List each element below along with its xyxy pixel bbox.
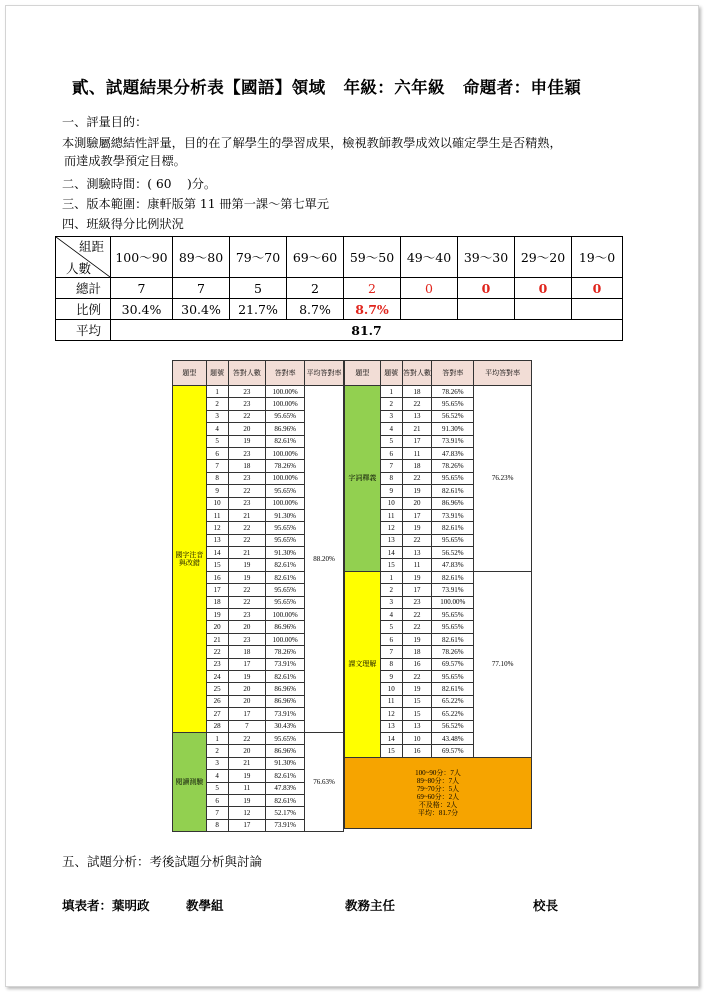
correct-rate-cell: 82.61% — [266, 571, 305, 583]
correct-count-cell: 21 — [228, 547, 266, 559]
question-number-cell: 11 — [380, 695, 402, 707]
correct-rate-cell: 78.26% — [432, 386, 474, 398]
correct-count-cell: 20 — [228, 695, 266, 707]
ratio-cell: 8.7% — [344, 299, 401, 320]
header-cell: 答對人數 — [402, 361, 432, 386]
correct-rate-cell: 30.43% — [266, 720, 305, 732]
correct-rate-cell: 56.52% — [432, 547, 474, 559]
score-table — [55, 236, 623, 341]
analysis-row — [173, 732, 344, 744]
header-cell: 答對率 — [432, 361, 474, 386]
correct-rate-cell: 95.65% — [432, 398, 474, 410]
average-rate-cell: 88.20% — [305, 386, 344, 733]
question-number-cell: 3 — [206, 410, 228, 422]
correct-rate-cell: 100.00% — [266, 447, 305, 459]
question-number-cell: 20 — [206, 621, 228, 633]
director-label: 教務主任 — [345, 898, 396, 913]
correct-count-cell: 23 — [228, 609, 266, 621]
correct-rate-cell: 100.00% — [432, 596, 474, 608]
correct-rate-cell: 86.96% — [266, 423, 305, 435]
question-number-cell: 12 — [380, 522, 402, 534]
correct-count-cell: 19 — [228, 435, 266, 447]
correct-count-cell: 20 — [228, 423, 266, 435]
correct-count-cell: 19 — [228, 770, 266, 782]
correct-rate-cell: 73.91% — [266, 819, 305, 831]
summary-row — [345, 757, 532, 828]
correct-rate-cell: 95.65% — [432, 534, 474, 546]
question-number-cell: 2 — [380, 398, 402, 410]
question-number-cell: 14 — [380, 547, 402, 559]
question-number-cell: 7 — [206, 807, 228, 819]
average-rate-cell: 76.23% — [474, 386, 532, 572]
ratio-heading: 四、班級得分比例狀況 — [62, 217, 184, 231]
question-number-cell: 17 — [206, 584, 228, 596]
correct-rate-cell: 82.61% — [432, 485, 474, 497]
correct-count-cell: 15 — [402, 708, 432, 720]
correct-count-cell: 21 — [228, 509, 266, 521]
ratio-cell — [401, 299, 458, 320]
question-number-cell: 2 — [206, 398, 228, 410]
correct-count-cell: 18 — [402, 386, 432, 398]
correct-rate-cell: 91.30% — [266, 757, 305, 769]
question-number-cell: 11 — [206, 509, 228, 521]
total-label: 總計 — [56, 278, 111, 299]
correct-rate-cell: 95.65% — [266, 732, 305, 744]
correct-count-cell: 16 — [402, 745, 432, 757]
correct-rate-cell: 82.61% — [266, 770, 305, 782]
correct-count-cell: 20 — [228, 683, 266, 695]
correct-rate-cell: 95.65% — [432, 670, 474, 682]
correct-count-cell: 19 — [402, 683, 432, 695]
correct-count-cell: 19 — [228, 794, 266, 806]
correct-count-cell: 12 — [228, 807, 266, 819]
correct-count-cell: 22 — [402, 609, 432, 621]
question-number-cell: 5 — [380, 621, 402, 633]
category-cell: 課文理解 — [345, 571, 381, 757]
title-main: 貳、試題結果分析表【國語】領域 — [72, 78, 326, 97]
question-number-cell: 10 — [206, 497, 228, 509]
correct-rate-cell: 86.96% — [432, 497, 474, 509]
correct-rate-cell: 95.65% — [266, 485, 305, 497]
correct-rate-cell: 95.65% — [266, 596, 305, 608]
test-time — [62, 176, 216, 192]
title-author: 命題者：申佳穎 — [462, 78, 582, 97]
corner-cell — [56, 237, 111, 278]
correct-count-cell: 11 — [228, 782, 266, 794]
correct-count-cell: 22 — [228, 534, 266, 546]
correct-count-cell: 7 — [228, 720, 266, 732]
range-cell: 59～50 — [344, 237, 401, 278]
summary-line: 69~60分：2人 — [416, 792, 460, 801]
correct-rate-cell: 95.65% — [266, 534, 305, 546]
question-number-cell: 6 — [206, 447, 228, 459]
category-cell: 字詞釋義 — [345, 386, 381, 572]
correct-count-cell: 22 — [228, 410, 266, 422]
correct-rate-cell: 100.00% — [266, 609, 305, 621]
question-number-cell: 1 — [380, 571, 402, 583]
header-cell: 題號 — [380, 361, 402, 386]
average-value: 81.7 — [111, 320, 623, 341]
question-number-cell: 3 — [380, 596, 402, 608]
correct-count-cell: 19 — [402, 633, 432, 645]
question-number-cell: 11 — [380, 509, 402, 521]
header-cell: 題型 — [345, 361, 381, 386]
correct-count-cell: 17 — [402, 584, 432, 596]
correct-count-cell: 22 — [402, 534, 432, 546]
correct-rate-cell: 52.17% — [266, 807, 305, 819]
analysis-header-row — [345, 361, 532, 386]
correct-rate-cell: 69.57% — [432, 658, 474, 670]
question-number-cell: 1 — [206, 732, 228, 744]
correct-count-cell: 21 — [402, 423, 432, 435]
correct-count-cell: 22 — [228, 584, 266, 596]
question-number-cell: 15 — [206, 559, 228, 571]
total-cell: 2 — [344, 278, 401, 299]
correct-count-cell: 16 — [402, 658, 432, 670]
correct-rate-cell: 100.00% — [266, 386, 305, 398]
correct-rate-cell: 47.83% — [432, 559, 474, 571]
correct-count-cell: 22 — [402, 621, 432, 633]
correct-count-cell: 22 — [228, 485, 266, 497]
header-cell: 題型 — [173, 361, 207, 386]
correct-count-cell: 23 — [228, 497, 266, 509]
correct-count-cell: 18 — [402, 460, 432, 472]
question-number-cell: 10 — [380, 497, 402, 509]
header-cell: 答對率 — [266, 361, 305, 386]
correct-count-cell: 22 — [228, 596, 266, 608]
correct-count-cell: 22 — [228, 522, 266, 534]
question-number-cell: 4 — [380, 609, 402, 621]
question-number-cell: 4 — [380, 423, 402, 435]
teaching-label: 教學組 — [186, 898, 224, 913]
correct-rate-cell: 73.91% — [432, 584, 474, 596]
question-number-cell: 9 — [206, 485, 228, 497]
correct-count-cell: 19 — [402, 485, 432, 497]
question-number-cell: 12 — [206, 522, 228, 534]
summary-line: 89~80分：7人 — [416, 776, 460, 785]
correct-count-cell: 17 — [228, 819, 266, 831]
correct-rate-cell: 95.65% — [266, 410, 305, 422]
correct-rate-cell: 86.96% — [266, 621, 305, 633]
header-cell: 答對人數 — [228, 361, 266, 386]
correct-count-cell: 22 — [402, 398, 432, 410]
correct-rate-cell: 86.96% — [266, 695, 305, 707]
question-number-cell: 9 — [380, 485, 402, 497]
version-scope: 三、版本範圍：康軒版第 11 冊第一課～第七單元 — [62, 197, 330, 211]
corner-top: 組距 — [78, 239, 104, 254]
question-number-cell: 28 — [206, 720, 228, 732]
question-number-cell: 5 — [380, 435, 402, 447]
ratio-cell: 30.4% — [111, 299, 173, 320]
question-number-cell: 14 — [380, 732, 402, 744]
question-number-cell: 12 — [380, 708, 402, 720]
correct-rate-cell: 95.65% — [266, 584, 305, 596]
correct-count-cell: 17 — [402, 435, 432, 447]
correct-rate-cell: 73.91% — [266, 708, 305, 720]
analysis-row — [345, 571, 532, 583]
correct-rate-cell: 95.65% — [432, 609, 474, 621]
correct-rate-cell: 82.61% — [432, 683, 474, 695]
correct-rate-cell: 82.61% — [432, 571, 474, 583]
question-number-cell: 4 — [206, 423, 228, 435]
question-number-cell: 3 — [206, 757, 228, 769]
question-number-cell: 22 — [206, 646, 228, 658]
range-cell: 49～40 — [401, 237, 458, 278]
summary-line: 不及格：2人 — [418, 800, 458, 809]
correct-rate-cell: 82.61% — [266, 435, 305, 447]
correct-rate-cell: 43.48% — [432, 732, 474, 744]
average-rate-cell: 76.63% — [305, 732, 344, 831]
ratio-cell — [515, 299, 572, 320]
correct-count-cell: 23 — [228, 398, 266, 410]
question-number-cell: 4 — [206, 770, 228, 782]
correct-rate-cell: 47.83% — [432, 447, 474, 459]
correct-rate-cell: 69.57% — [432, 745, 474, 757]
question-number-cell: 6 — [206, 794, 228, 806]
question-number-cell: 27 — [206, 708, 228, 720]
question-number-cell: 7 — [380, 460, 402, 472]
correct-rate-cell: 100.00% — [266, 398, 305, 410]
summary-line: 100~90分：7人 — [415, 768, 461, 777]
correct-count-cell: 18 — [228, 646, 266, 658]
correct-rate-cell: 78.26% — [432, 646, 474, 658]
purpose-heading: 一、評量目的： — [62, 115, 148, 129]
correct-count-cell: 23 — [228, 472, 266, 484]
correct-count-cell: 13 — [402, 720, 432, 732]
question-number-cell: 8 — [206, 819, 228, 831]
question-number-cell: 1 — [206, 386, 228, 398]
ratio-label: 比例 — [56, 299, 111, 320]
correct-count-cell: 17 — [228, 708, 266, 720]
category-cell: 國字注音與改錯 — [173, 386, 207, 733]
total-cell: 0 — [515, 278, 572, 299]
header-cell: 平均答對率 — [305, 361, 344, 386]
correct-rate-cell: 56.52% — [432, 720, 474, 732]
total-cell: 7 — [111, 278, 173, 299]
correct-count-cell: 10 — [402, 732, 432, 744]
ratio-cell — [572, 299, 623, 320]
correct-count-cell: 21 — [228, 757, 266, 769]
question-number-cell: 6 — [380, 633, 402, 645]
page-title — [72, 74, 581, 98]
purpose-line-1: 本測驗屬總結性評量，目的在了解學生的學習成果，檢視教師教學成效以確定學生是否精熟， — [62, 136, 562, 150]
range-cell: 19～0 — [572, 237, 623, 278]
correct-rate-cell: 73.91% — [266, 658, 305, 670]
correct-count-cell: 13 — [402, 547, 432, 559]
correct-count-cell: 15 — [402, 695, 432, 707]
purpose-line-2: 而達成教學預定目標。 — [64, 154, 186, 168]
correct-count-cell: 18 — [228, 460, 266, 472]
summary-line: 平均：81.7分 — [417, 808, 459, 817]
correct-count-cell: 22 — [402, 670, 432, 682]
correct-rate-cell: 82.61% — [266, 670, 305, 682]
question-number-cell: 3 — [380, 410, 402, 422]
question-number-cell: 6 — [380, 447, 402, 459]
correct-count-cell: 18 — [402, 646, 432, 658]
question-number-cell: 13 — [380, 534, 402, 546]
analysis-table-left — [172, 360, 344, 832]
correct-count-cell: 13 — [402, 410, 432, 422]
correct-count-cell: 23 — [402, 596, 432, 608]
question-number-cell: 10 — [380, 683, 402, 695]
correct-count-cell: 19 — [228, 571, 266, 583]
average-label: 平均 — [56, 320, 111, 341]
header-cell: 平均答對率 — [474, 361, 532, 386]
analysis-header-row — [173, 361, 344, 386]
correct-rate-cell: 95.65% — [432, 472, 474, 484]
correct-count-cell: 11 — [402, 447, 432, 459]
correct-rate-cell: 100.00% — [266, 633, 305, 645]
average-rate-cell: 77.10% — [474, 571, 532, 757]
question-number-cell: 8 — [380, 472, 402, 484]
title-grade: 年級：六年級 — [343, 78, 445, 97]
correct-count-cell: 22 — [228, 732, 266, 744]
question-number-cell: 25 — [206, 683, 228, 695]
ratio-cell: 30.4% — [173, 299, 230, 320]
ratio-row — [56, 299, 623, 320]
question-number-cell: 13 — [380, 720, 402, 732]
analysis-row — [345, 386, 532, 398]
correct-count-cell: 19 — [228, 559, 266, 571]
ratio-cell: 21.7% — [230, 299, 287, 320]
score-header-row — [56, 237, 623, 278]
range-cell: 29～20 — [515, 237, 572, 278]
correct-count-cell: 19 — [402, 571, 432, 583]
total-cell: 0 — [572, 278, 623, 299]
correct-rate-cell: 78.26% — [432, 460, 474, 472]
range-cell: 100～90 — [111, 237, 173, 278]
correct-count-cell: 17 — [402, 509, 432, 521]
summary-box — [345, 757, 532, 828]
correct-rate-cell: 86.96% — [266, 745, 305, 757]
total-cell: 7 — [173, 278, 230, 299]
correct-rate-cell: 91.30% — [266, 547, 305, 559]
category-cell: 閱讀測驗 — [173, 732, 207, 831]
question-number-cell: 24 — [206, 670, 228, 682]
correct-rate-cell: 65.22% — [432, 695, 474, 707]
time-suffix: )分。 — [186, 177, 217, 191]
correct-rate-cell: 95.65% — [432, 621, 474, 633]
question-number-cell: 8 — [206, 472, 228, 484]
correct-rate-cell: 82.61% — [266, 559, 305, 571]
corner-bottom: 人數 — [66, 261, 92, 276]
correct-count-cell: 23 — [228, 633, 266, 645]
correct-rate-cell: 73.91% — [432, 435, 474, 447]
principal-label: 校長 — [533, 898, 559, 913]
correct-count-cell: 17 — [228, 658, 266, 670]
header-cell: 題號 — [206, 361, 228, 386]
correct-count-cell: 20 — [228, 621, 266, 633]
question-number-cell: 15 — [380, 559, 402, 571]
question-number-cell: 23 — [206, 658, 228, 670]
question-number-cell: 1 — [380, 386, 402, 398]
question-number-cell: 5 — [206, 782, 228, 794]
summary-line: 79~70分：5人 — [416, 784, 460, 793]
average-row — [56, 320, 623, 341]
correct-count-cell: 19 — [228, 670, 266, 682]
correct-rate-cell: 100.00% — [266, 472, 305, 484]
analysis-row — [173, 386, 344, 398]
question-number-cell: 5 — [206, 435, 228, 447]
question-number-cell: 26 — [206, 695, 228, 707]
correct-rate-cell: 82.61% — [432, 522, 474, 534]
question-number-cell: 14 — [206, 547, 228, 559]
time-prefix: 二、測驗時間：( — [62, 177, 153, 191]
ratio-cell — [458, 299, 515, 320]
correct-count-cell: 23 — [228, 386, 266, 398]
range-cell: 39～30 — [458, 237, 515, 278]
total-cell: 0 — [401, 278, 458, 299]
total-cell: 2 — [287, 278, 344, 299]
question-number-cell: 9 — [380, 670, 402, 682]
correct-rate-cell: 78.26% — [266, 460, 305, 472]
question-number-cell: 16 — [206, 571, 228, 583]
correct-rate-cell: 82.61% — [266, 794, 305, 806]
question-number-cell: 18 — [206, 596, 228, 608]
total-row — [56, 278, 623, 299]
correct-rate-cell: 82.61% — [432, 633, 474, 645]
question-number-cell: 8 — [380, 658, 402, 670]
time-value: 60 — [155, 177, 172, 191]
correct-rate-cell: 73.91% — [432, 509, 474, 521]
correct-rate-cell: 78.26% — [266, 646, 305, 658]
correct-count-cell: 22 — [402, 472, 432, 484]
correct-count-cell: 20 — [402, 497, 432, 509]
correct-count-cell: 19 — [402, 522, 432, 534]
correct-rate-cell: 91.30% — [432, 423, 474, 435]
total-cell: 5 — [230, 278, 287, 299]
analysis-image — [172, 360, 532, 830]
correct-rate-cell: 95.65% — [266, 522, 305, 534]
filler-label: 填表者：葉明政 — [62, 898, 150, 913]
discussion-line: 五、試題分析：考後試題分析與討論 — [62, 854, 263, 869]
correct-rate-cell: 86.96% — [266, 683, 305, 695]
analysis-table-right — [344, 360, 532, 829]
correct-count-cell: 23 — [228, 447, 266, 459]
question-number-cell: 19 — [206, 609, 228, 621]
ratio-cell: 8.7% — [287, 299, 344, 320]
range-cell: 89～80 — [173, 237, 230, 278]
correct-rate-cell: 47.83% — [266, 782, 305, 794]
correct-rate-cell: 100.00% — [266, 497, 305, 509]
question-number-cell: 2 — [380, 584, 402, 596]
question-number-cell: 15 — [380, 745, 402, 757]
total-cell: 0 — [458, 278, 515, 299]
correct-rate-cell: 65.22% — [432, 708, 474, 720]
range-cell: 79～70 — [230, 237, 287, 278]
question-number-cell: 7 — [206, 460, 228, 472]
question-number-cell: 2 — [206, 745, 228, 757]
correct-rate-cell: 56.52% — [432, 410, 474, 422]
range-cell: 69～60 — [287, 237, 344, 278]
correct-count-cell: 20 — [228, 745, 266, 757]
question-number-cell: 13 — [206, 534, 228, 546]
question-number-cell: 7 — [380, 646, 402, 658]
correct-rate-cell: 91.30% — [266, 509, 305, 521]
question-number-cell: 21 — [206, 633, 228, 645]
correct-count-cell: 11 — [402, 559, 432, 571]
